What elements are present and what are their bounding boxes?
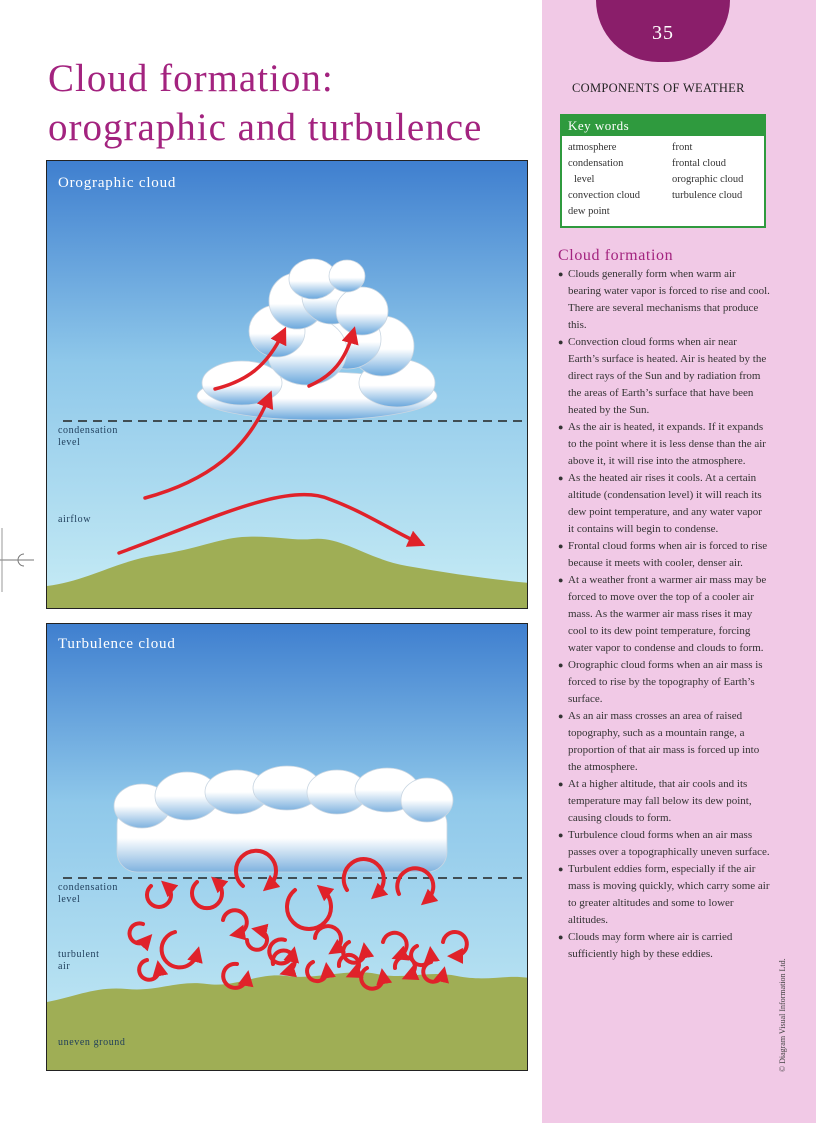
bullet-item: ● Orographic cloud forms when an air mass is forced to rise by the topography of Earth’s surface. xyxy=(558,657,770,708)
key-word: condensation xyxy=(568,158,624,169)
airflow-label: airflow xyxy=(58,514,92,525)
bullet-item: ● At a higher altitude, that air cools and its temperature may fall below its dew point, causing clouds to form. xyxy=(558,776,770,827)
bullet-item: ● As the heated air rises it cools. At a certain altitude (condensation level) it will reach its dew point temperature, and any water vapor it contains will begin to condense. xyxy=(558,470,770,538)
turbulence-cloud-shape xyxy=(114,766,453,872)
key-words-box xyxy=(560,114,766,228)
label-line: turbulent xyxy=(58,949,100,960)
cloud-formation-heading: Cloud formation xyxy=(558,247,674,264)
section-label: COMPONENTS OF WEATHER xyxy=(572,81,745,95)
key-word: convection cloud xyxy=(568,190,641,201)
copyright-notice: © Diagram Visual Information Ltd. xyxy=(778,958,787,1072)
label-line: condensation xyxy=(58,425,118,436)
key-words-heading: Key words xyxy=(562,116,764,136)
turbulence-illustration xyxy=(47,624,528,1071)
key-word: dew point xyxy=(568,206,610,217)
page-title xyxy=(48,54,482,152)
bullet-item: ● As the air is heated, it expands. If it expands to the point where it is less dense than the air above it, it will rise into the atmosphere. xyxy=(558,419,770,470)
label-line: condensation xyxy=(58,882,118,893)
bullet-item: ● Frontal cloud forms when air is forced to rise because it meets with cooler, denser air. xyxy=(558,538,770,572)
uneven-ground-label: uneven ground xyxy=(58,1037,126,1048)
label-line: level xyxy=(58,894,81,905)
page-title-line-2: orographic and turbulence xyxy=(48,106,483,149)
key-word: orographic cloud xyxy=(672,174,744,185)
orographic-illustration xyxy=(47,161,528,609)
page-title-line-1: Cloud formation: xyxy=(48,57,334,100)
condensation-level-label xyxy=(58,882,118,906)
orographic-cloud-diagram xyxy=(46,160,528,609)
bullet-item: ● Turbulence cloud forms when an air mass passes over a topographically uneven surface. xyxy=(558,827,770,861)
bullet-item: ● Turbulent eddies form, especially if the air mass is moving quickly, which carry some air to greater altitudes and some to lower altitudes. xyxy=(558,861,770,929)
condensation-level-label xyxy=(58,425,118,449)
bullet-item: ● Clouds generally form when warm air bearing water vapor is forced to rise and cool. There are several mechanisms that produce this. xyxy=(558,266,770,334)
bullet-item: ● Convection cloud forms when air near Earth’s surface is heated. Air is heated by the direct rays of the Sun and by radiation from the areas of Earth’s surface that have been heated by the Sun. xyxy=(558,334,770,419)
orographic-panel-title: Orographic cloud xyxy=(58,175,177,191)
key-word: atmosphere xyxy=(568,142,617,153)
bullet-item: ● As an air mass crosses an area of raised topography, such as a mountain range, a proportion of that air mass is forced up into the atmosphere. xyxy=(558,708,770,776)
registration-mark xyxy=(0,528,34,592)
key-word: front xyxy=(672,142,693,153)
cloud-formation-list xyxy=(558,266,770,963)
page-number: 35 xyxy=(652,22,674,44)
key-word: frontal cloud xyxy=(672,158,726,169)
label-line: level xyxy=(58,437,81,448)
key-word: level xyxy=(574,174,595,185)
key-words-column-1 xyxy=(568,140,640,220)
bullet-item: ● At a weather front a warmer air mass may be forced to move over the top of a cooler air mass. As the warmer air mass rises it may cool to its dew point temperature, forcing water vapor to condense and clouds to form. xyxy=(558,572,770,657)
turbulent-air-label xyxy=(58,949,100,973)
bullet-item: ● Clouds may form where air is carried sufficiently high by these eddies. xyxy=(558,929,770,963)
key-words-column-2 xyxy=(672,140,743,204)
label-line: air xyxy=(58,961,71,972)
turbulence-panel-title: Turbulence cloud xyxy=(58,636,176,652)
key-word: turbulence cloud xyxy=(672,190,743,201)
turbulence-cloud-diagram xyxy=(46,623,528,1071)
